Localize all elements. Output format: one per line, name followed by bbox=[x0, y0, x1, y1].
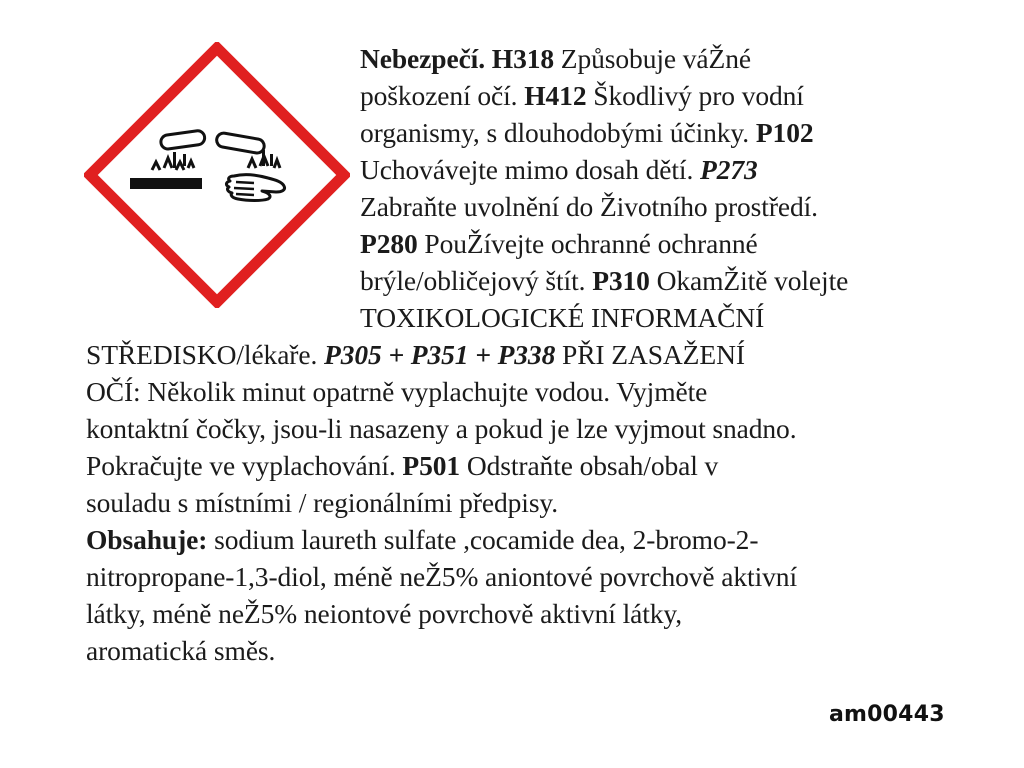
statement-text: Zabraňte uvolnění do Životního prostředí. bbox=[360, 191, 818, 222]
statement-line bbox=[86, 484, 558, 521]
precaution-code: P280 bbox=[360, 228, 418, 259]
statement-line bbox=[86, 410, 796, 447]
statement-text: poškození očí. bbox=[360, 80, 525, 111]
hazard-code: H318 bbox=[491, 43, 555, 74]
contains-heading: Obsahuje: bbox=[86, 524, 208, 555]
statement-text: aromatická směs. bbox=[86, 635, 276, 666]
signal-word: Nebezpečí. bbox=[360, 43, 485, 74]
statement-line bbox=[360, 225, 758, 262]
statement-line bbox=[86, 521, 758, 558]
statement-text: kontaktní čočky, jsou-li nasazeny a pokud je lze vyjmout snadno. bbox=[86, 413, 797, 444]
statement-line bbox=[86, 373, 707, 410]
statement-text: brýle/obličejový štít. bbox=[360, 265, 593, 296]
hazard-code: H412 bbox=[524, 80, 587, 111]
statement-text: Způsobuje váŽné bbox=[554, 43, 751, 74]
statement-line bbox=[86, 447, 718, 484]
statement-line bbox=[360, 262, 848, 299]
statement-text: OkamŽitě volejte bbox=[649, 265, 849, 296]
statement-line bbox=[360, 114, 814, 151]
statement-line bbox=[86, 336, 745, 373]
precaution-code: P305 + P351 + P338 bbox=[324, 339, 556, 370]
precaution-code: P273 bbox=[700, 154, 758, 185]
precaution-code: P501 bbox=[402, 450, 461, 481]
statement-text: PouŽívejte ochranné ochranné bbox=[417, 228, 758, 259]
statement-line bbox=[360, 77, 804, 114]
statement-text: TOXIKOLOGICKÉ INFORMAČNÍ bbox=[360, 302, 765, 333]
precaution-code: P102 bbox=[755, 117, 814, 148]
statement-text: PŘI ZASAŽENÍ bbox=[555, 339, 745, 370]
statement-text: organismy, s dlouhodobými účinky. bbox=[360, 117, 756, 148]
statement-line bbox=[86, 558, 797, 595]
statement-line bbox=[360, 151, 758, 188]
statement-text: Pokračujte ve vyplachování. bbox=[86, 450, 403, 481]
statement-line bbox=[360, 188, 818, 225]
statement-text: STŘEDISKO/lékaře. bbox=[86, 339, 325, 370]
statement-text: OČÍ: Několik minut opatrně vyplachujte vodou. Vyjměte bbox=[86, 376, 708, 407]
statement-line bbox=[360, 40, 751, 77]
statement-text: nitropropane-1,3-diol, méně neŽ5% aniontové povrchově aktivní bbox=[86, 561, 797, 592]
product-code: am00443 bbox=[829, 702, 945, 727]
precaution-code: P310 bbox=[592, 265, 650, 296]
statement-line bbox=[360, 299, 764, 336]
ghs05-corrosion-icon bbox=[84, 42, 350, 308]
statement-text: Škodlivý pro vodní bbox=[586, 80, 804, 111]
statement-text: Odstraňte obsah/obal v bbox=[460, 450, 719, 481]
statement-text: látky, méně neŽ5% neiontové povrchově aktivní látky, bbox=[86, 598, 683, 629]
statement-text: Uchovávejte mimo dosah dětí. bbox=[360, 154, 701, 185]
statement-line bbox=[86, 595, 682, 632]
statement-text: sodium laureth sulfate ,cocamide dea, 2-bromo-2- bbox=[207, 524, 759, 555]
statement-line bbox=[86, 632, 275, 669]
statement-text: souladu s místními / regionálními předpisy. bbox=[86, 487, 559, 518]
